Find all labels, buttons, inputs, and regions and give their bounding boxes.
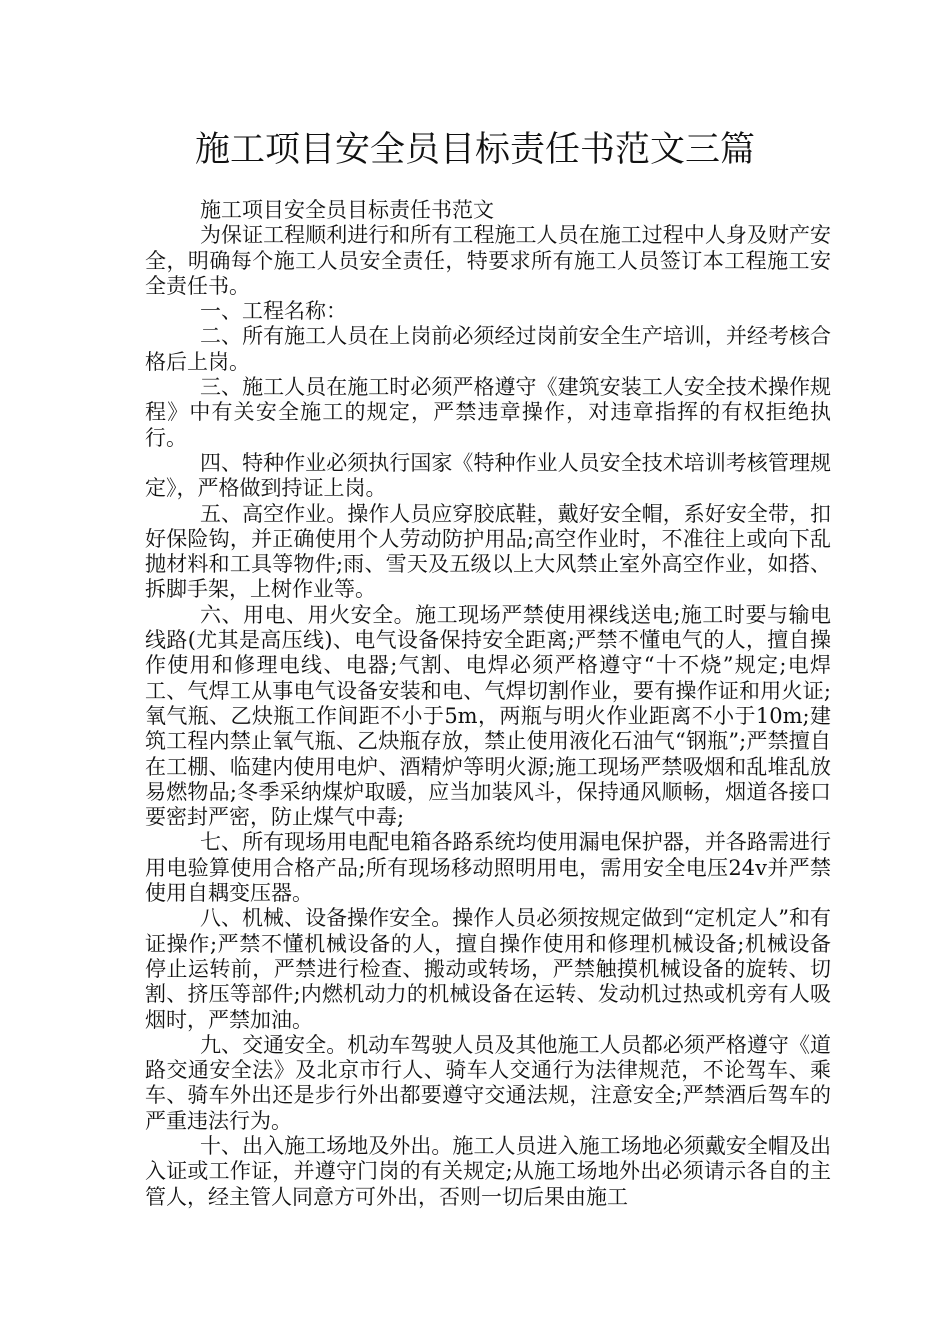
paragraph-item-9: 九、交通安全。机动车驾驶人员及其他施工人员都必须严格遵守《道路交通安全法》及北京市行人、骑车人交通行为法律规范，不论驾车、乘车、骑车外出还是步行外出都要遵守交通法规，注意安全;严禁酒后驾车的严重违法行为。 — [145, 1032, 831, 1133]
paragraph-intro: 为保证工程顺利进行和所有工程施工人员在施工过程中人身及财产安全，明确每个施工人员安全责任，特要求所有施工人员签订本工程施工安全责任书。 — [145, 223, 831, 298]
paragraph-item-5: 五、高空作业。操作人员应穿胶底鞋，戴好安全帽，系好安全带，扣好保险钩，并正确使用个人劳动防护用品;高空作业时，不准往上或向下乱抛材料和工具等物件;雨、雪天及五级以上大风禁止室外高空作业，如搭、拆脚手架，上树作业等。 — [145, 501, 831, 602]
paragraph-item-4: 四、特种作业必须执行国家《特种作业人员安全技术培训考核管理规定》，严格做到持证上岗。 — [145, 450, 831, 501]
paragraph-item-2: 二、所有施工人员在上岗前必须经过岗前安全生产培训，并经考核合格后上岗。 — [145, 324, 831, 374]
paragraph-item-3: 三、施工人员在施工时必须严格遵守《建筑安装工人安全技术操作规程》中有关安全施工的规定，严禁违章操作，对违章指挥的有权拒绝执行。 — [145, 375, 831, 450]
paragraph-item-1: 一、工程名称： — [200, 299, 347, 324]
paragraph-item-6: 六、用电、用火安全。施工现场严禁使用裸线送电;施工时要与输电线路(尤其是高压线)、电气设备保持安全距离;严禁不懂电气的人，擅自操作使用和修理电线、电器;气割、电焊必须严格遵守“十不烧”规定;电焊工、气焊工从事电气设备安装和电、气焊切割作业，要有操作证和用火证;氧气瓶、乙炔瓶工作间距不小于5m，两瓶与明火作业距离不小于10m;建筑工程内禁止氧气瓶、乙炔瓶存放，禁止使用液化石油气“钢瓶”;严禁擅自在工棚、临建内使用电炉、酒精炉等明火源;施工现场严禁吸烟和乱堆乱放易燃物品;冬季采纳煤炉取暖，应当加装风斗，保持通风顺畅，烟道各接口要密封严密，防止煤气中毒; — [145, 602, 831, 830]
document-body — [145, 198, 831, 1210]
paragraph-item-7: 七、所有现场用电配电箱各路系统均使用漏电保护器，并各路需进行用电验算使用合格产品;所有现场移动照明用电，需用安全电压24v并严禁使用自耦变压器。 — [145, 830, 831, 906]
paragraph-subtitle: 施工项目安全员目标责任书范文 — [200, 198, 494, 222]
paragraph-item-10: 十、出入施工场地及外出。施工人员进入施工场地必须戴安全帽及出入证或工作证，并遵守门岗的有关规定;从施工场地外出必须请示各自的主管人，经主管人同意方可外出，否则一切后果由施工 — [145, 1133, 831, 1209]
document-title: 施工项目安全员目标责任书范文三篇 — [194, 130, 755, 170]
paragraph-item-8: 八、机械、设备操作安全。操作人员必须按规定做到“定机定人”和有证操作;严禁不懂机械设备的人，擅自操作使用和修理机械设备;机械设备停止运转前，严禁进行检查、搬动或转场，严禁触摸机械设备的旋转、切割、挤压等部件;内燃机动力的机械设备在运转、发动机过热或机旁有人吸烟时，严禁加油。 — [145, 906, 831, 1032]
